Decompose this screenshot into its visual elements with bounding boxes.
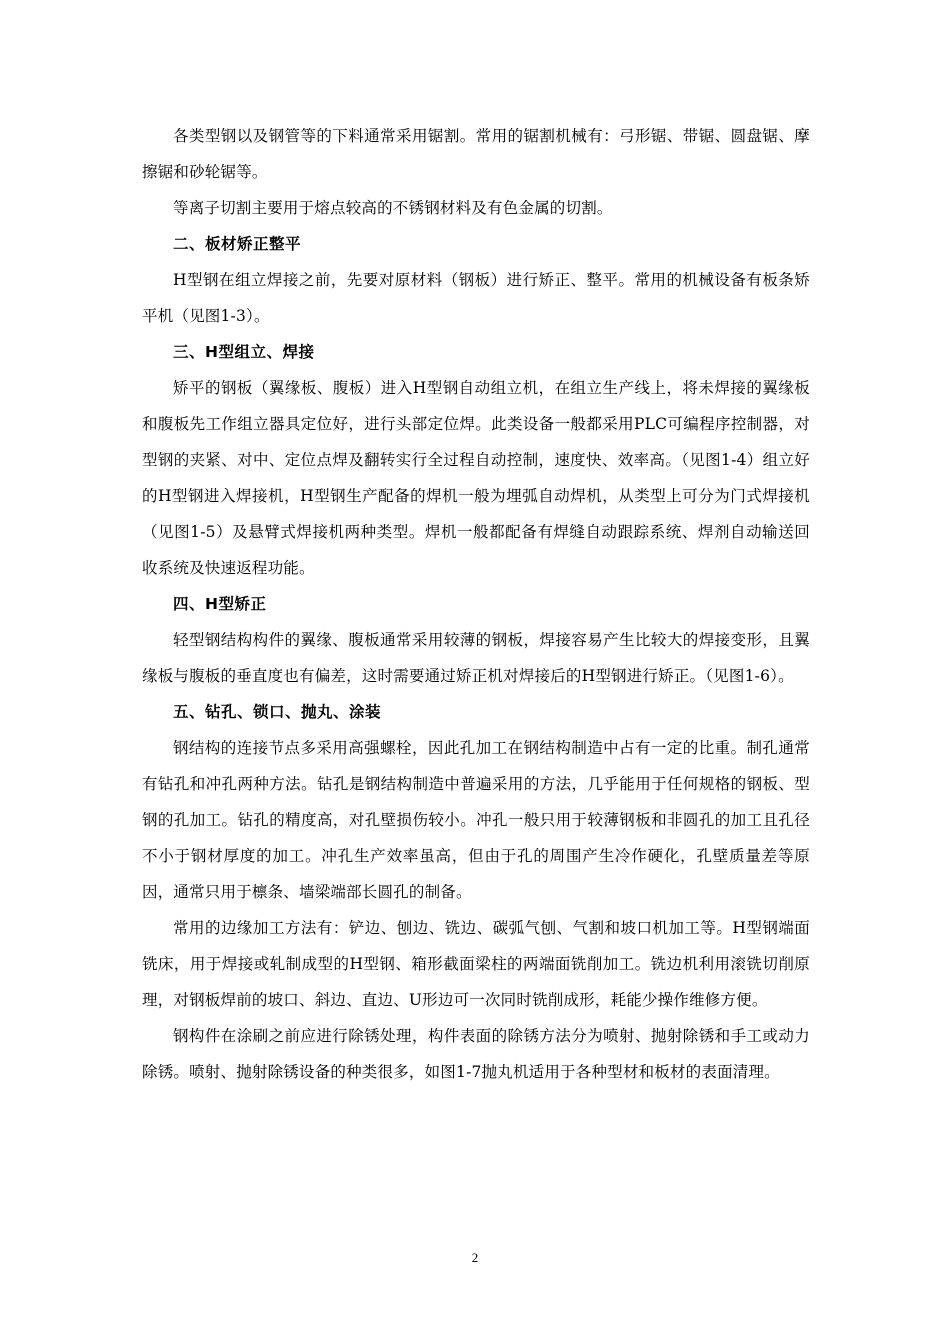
paragraph: 各类型钢以及钢管等的下料通常采用锯割。常用的锯割机械有：弓形锯、带锯、圆盘锯、摩擦锯和砂轮锯等。 bbox=[142, 127, 810, 181]
section-heading: 三、H型组立、焊接 bbox=[173, 343, 315, 361]
section-heading: 五、钻孔、锁口、抛丸、涂装 bbox=[173, 703, 382, 721]
document-body bbox=[142, 118, 810, 1090]
paragraph: 钢构件在涂刷之前应进行除锈处理，构件表面的除锈方法分为喷射、抛射除锈和手工或动力除锈。喷射、抛射除锈设备的种类很多，如图1-7抛丸机适用于各种型材和板材的表面清理。 bbox=[142, 1027, 810, 1081]
paragraph: 钢结构的连接节点多采用高强螺栓，因此孔加工在钢结构制造中占有一定的比重。制孔通常有钻孔和冲孔两种方法。钻孔是钢结构制造中普遍采用的方法，几乎能用于任何规格的钢板、型钢的孔加工。钻孔的精度高，对孔壁损伤较小。冲孔一般只用于较薄钢板和非圆孔的加工且孔径不小于钢材厚度的加工。冲孔生产效率虽高，但由于孔的周围产生冷作硬化，孔壁质量差等原因，通常只用于檩条、墙梁端部长圆孔的制备。 bbox=[142, 739, 810, 901]
paragraph: 等离子切割主要用于熔点较高的不锈钢材料及有色金属的切割。 bbox=[173, 199, 613, 217]
section-heading: 二、板材矫正整平 bbox=[173, 235, 302, 253]
paragraph: 轻型钢结构构件的翼缘、腹板通常采用较薄的钢板，焊接容易产生比较大的焊接变形，且翼缘板与腹板的垂直度也有偏差，这时需要通过矫正机对焊接后的H型钢进行矫正。（见图1-6）。 bbox=[142, 631, 810, 685]
paragraph: H型钢在组立焊接之前，先要对原材料（钢板）进行矫正、整平。常用的机械设备有板条矫平机（见图1-3）。 bbox=[142, 271, 810, 325]
page-number: 2 bbox=[471, 1250, 479, 1265]
paragraph: 矫平的钢板（翼缘板、腹板）进入H型钢自动组立机，在组立生产线上，将未焊接的翼缘板和腹板先工作组立器具定位好，进行头部定位焊。此类设备一般都采用PLC可编程序控制器，对型钢的夹紧、对中、定位点焊及翻转实行全过程自动控制，速度快、效率高。（见图1-4）组立好的H型钢进入焊接机，H型钢生产配备的焊机一般为埋弧自动焊机，从类型上可分为门式焊接机（见图1-5）及悬臂式焊接机两种类型。焊机一般都配备有焊缝自动跟踪系统、焊剂自动输送回收系统及快速返程功能。 bbox=[142, 379, 810, 577]
section-heading: 四、H型矫正 bbox=[173, 595, 267, 613]
paragraph: 常用的边缘加工方法有：铲边、刨边、铣边、碳弧气刨、气割和坡口机加工等。H型钢端面铣床，用于焊接或轧制成型的H型钢、箱形截面梁柱的两端面铣削加工。铣边机利用滚铣切削原理，对钢板焊前的坡口、斜边、直边、U形边可一次同时铣削成形，耗能少操作维修方便。 bbox=[142, 919, 810, 1009]
